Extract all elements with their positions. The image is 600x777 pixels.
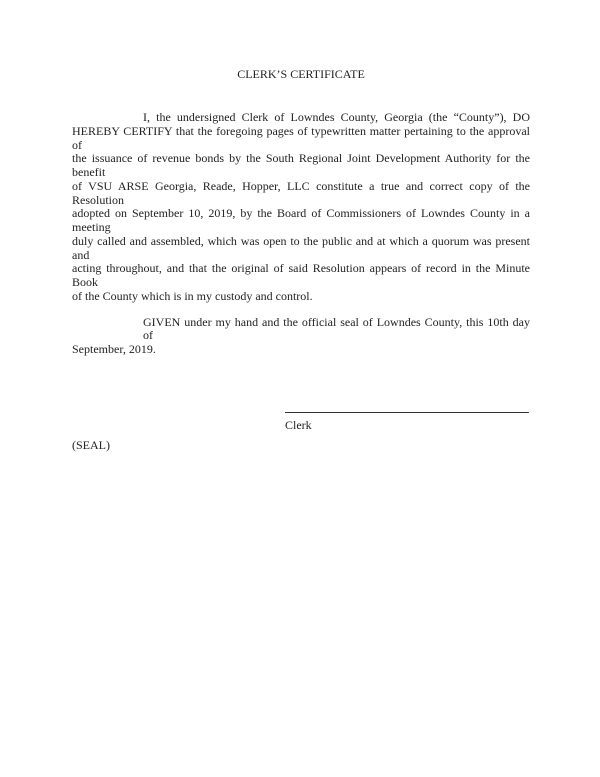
paragraph-line: HEREBY CERTIFY that the foregoing pages of typewritten matter pertaining to the approval of (72, 123, 530, 152)
paragraph-line: the issuance of revenue bonds by the South Regional Joint Development Authority for the benefit (72, 151, 530, 179)
signature-block (285, 412, 529, 432)
signature-line (285, 412, 529, 413)
paragraph-line: acting throughout, and that the original of said Resolution appears of record in the Minute Book (72, 261, 530, 289)
paragraph-line: of the County which is in my custody and control. (72, 288, 313, 303)
signature-label: Clerk (285, 417, 312, 432)
paragraph-line: adopted on September 10, 2019, by the Board of Commissioners of Lowndes County in a meeting (72, 206, 530, 234)
paragraph-line: GIVEN under my hand and the official seal of Lowndes County, this 10th day of (143, 314, 530, 343)
seal-label: (SEAL) (72, 437, 110, 452)
paragraph-line: September, 2019. (72, 342, 156, 356)
paragraph-line: of VSU ARSE Georgia, Reade, Hopper, LLC constitute a true and correct copy of the Resolution (72, 178, 530, 207)
certification-paragraph (72, 111, 530, 304)
document-title: CLERK’S CERTIFICATE (237, 67, 365, 81)
paragraph-line: I, the undersigned Clerk of Lowndes County, Georgia (the “County”), DO (143, 110, 530, 124)
given-paragraph (72, 316, 530, 357)
paragraph-line: duly called and assembled, which was open to the public and at which a quorum was present and (72, 233, 530, 262)
